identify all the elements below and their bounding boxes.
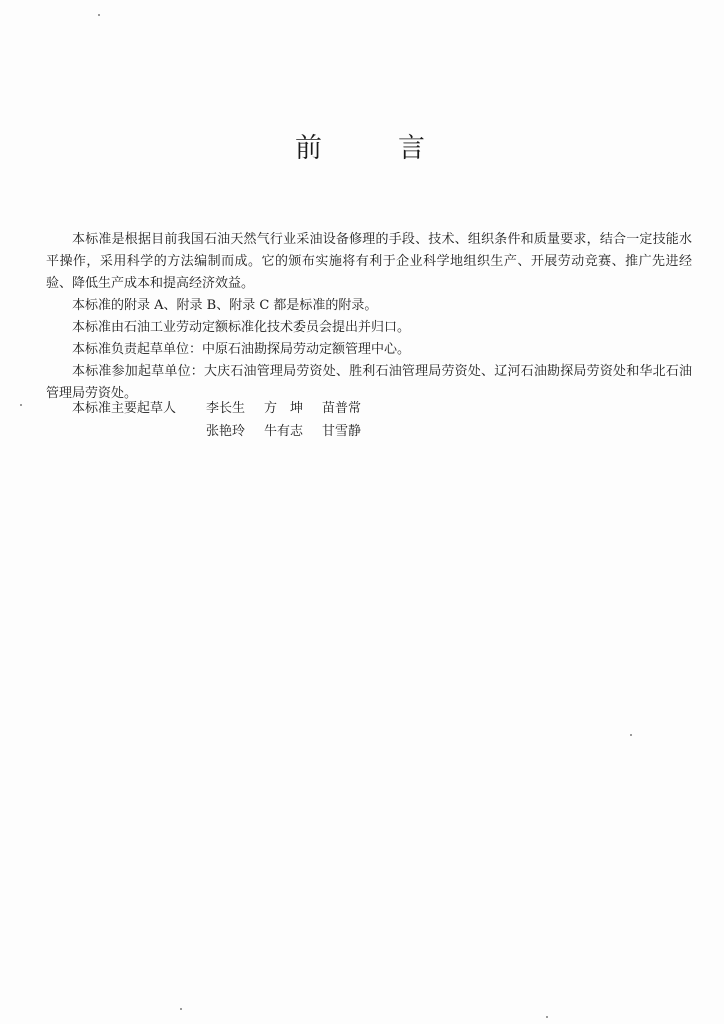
scan-speck (630, 734, 632, 736)
drafters-label: 本标准主要起草人 (72, 401, 177, 416)
drafter-name: 苗普常 (322, 401, 362, 416)
drafter-name: 李长生 (206, 401, 246, 416)
foreword-body (46, 229, 692, 405)
paragraph-proposer: 本标准由石油工业劳动定额标准化技术委员会提出并归口。 (72, 320, 411, 335)
drafters-row (72, 420, 380, 443)
drafters-row (72, 397, 380, 420)
drafter-name: 张艳玲 (206, 424, 246, 439)
drafter-name: 甘雪静 (322, 424, 362, 439)
title-char-1: 前 (295, 133, 326, 164)
page-title (0, 126, 724, 165)
paragraph-purpose: 本标准是根据目前我国石油天然气行业采油设备修理的手段、技术、组织条件和质量要求，结合一定技能水平操作，采用科学的方法编制而成。它的颁布实施将有利于企业科学地组织生产、开展劳动竞赛、推广先进经验、降低生产成本和提高经济效益。 (46, 232, 692, 291)
paragraph-appendix: 本标准的附录 A、附录 B、附录 C 都是标准的附录。 (72, 298, 378, 313)
paragraph-participating-units: 本标准参加起草单位：大庆石油管理局劳资处、胜利石油管理局劳资处、辽河石油勘探局劳资处和华北石油管理局劳资处。 (46, 364, 692, 401)
scan-speck (20, 404, 22, 406)
title-char-2: 言 (398, 133, 429, 164)
scan-speck (180, 1008, 182, 1010)
scan-speck (546, 1016, 548, 1018)
drafters-block (72, 397, 380, 443)
scan-speck (98, 14, 100, 16)
drafter-name: 方 坤 (264, 401, 304, 416)
drafter-name: 牛有志 (264, 424, 304, 439)
paragraph-responsible-unit: 本标准负责起草单位：中原石油勘探局劳动定额管理中心。 (72, 342, 411, 357)
